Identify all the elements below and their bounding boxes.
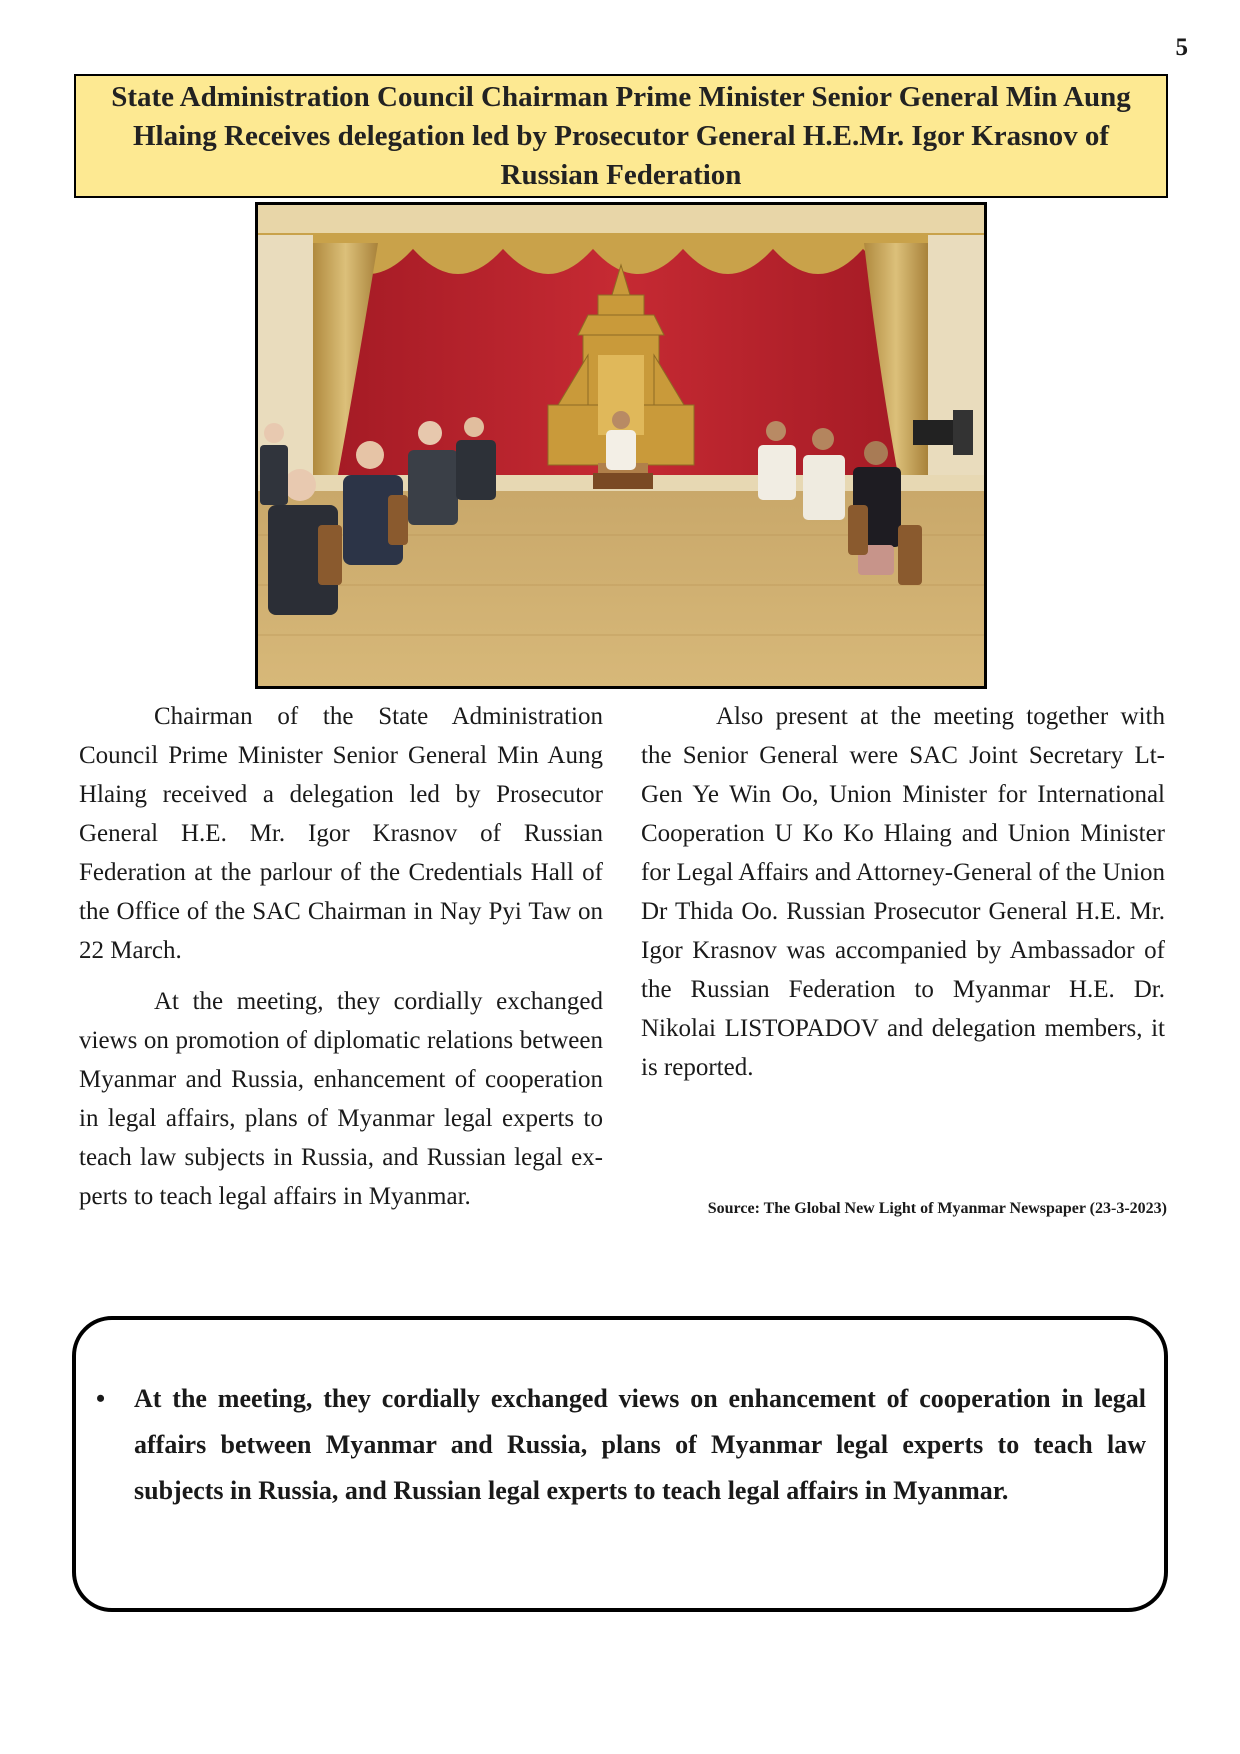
meeting-photo-illustration (258, 205, 984, 686)
highlight-item (96, 1376, 1146, 1514)
meeting-photo (255, 202, 987, 689)
source-citation: Source: The Global New Light of Myanmar Newspaper (23-3-2023) (707, 1200, 1167, 1217)
article-paragraph: Also present at the meeting together with the Senior General were SAC Joint Secretary Lt-Gen Ye Win Oo, Union Minister for International Cooperation U Ko Ko Hlaing and Union Minister for Legal Affairs and Attorney-General of the Union Dr Thida Oo. Russian Prosecutor General H.E. Mr. Igor Krasnov was accompanied by Ambassador of the Russian Federation to Myanmar H.E. Dr. Nikolai LISTOPADOV and delegation members, it is reported. (641, 703, 1165, 1081)
article-left-column (79, 697, 603, 1228)
article-paragraph: At the meeting, they cordially exchanged views on promotion of diplomatic relations between Myanmar and Russia, enhancement of cooperation in legal affairs, plans of Myanmar legal experts to teach law subjects in Russia, and Russian legal experts to teach legal affairs in Myanmar. (79, 988, 603, 1210)
bullet-icon: • (96, 1384, 106, 1413)
page-title-text: State Administration Council Chairman Prime Minister Senior General Min Aung Hlaing Receives delegation led by Prosecutor General H.E.Mr. Igor Krasnov of Russian Federation (111, 80, 1131, 191)
page-title (74, 74, 1168, 198)
article-paragraph: Chairman of the State Administration Council Prime Minister Senior General Min Aung Hlaing received a delegation led by Prosecutor General H.E. Mr. Igor Krasnov of Russian Federation at the parlour of the Credentials Hall of the Office of the SAC Chairman in Nay Pyi Taw on 22 March. (79, 703, 603, 964)
article-right-column (641, 697, 1165, 1099)
highlight-box (72, 1316, 1168, 1612)
page-number: 5 (1175, 34, 1188, 61)
highlight-list (96, 1376, 1146, 1514)
highlight-text: At the meeting, they cordially exchanged views on enhancement of cooperation in legal affairs between Myanmar and Russia, plans of Myanmar legal experts to teach law subjects in Russia, and Russian legal experts to teach legal affairs in Myanmar. (134, 1384, 1146, 1505)
